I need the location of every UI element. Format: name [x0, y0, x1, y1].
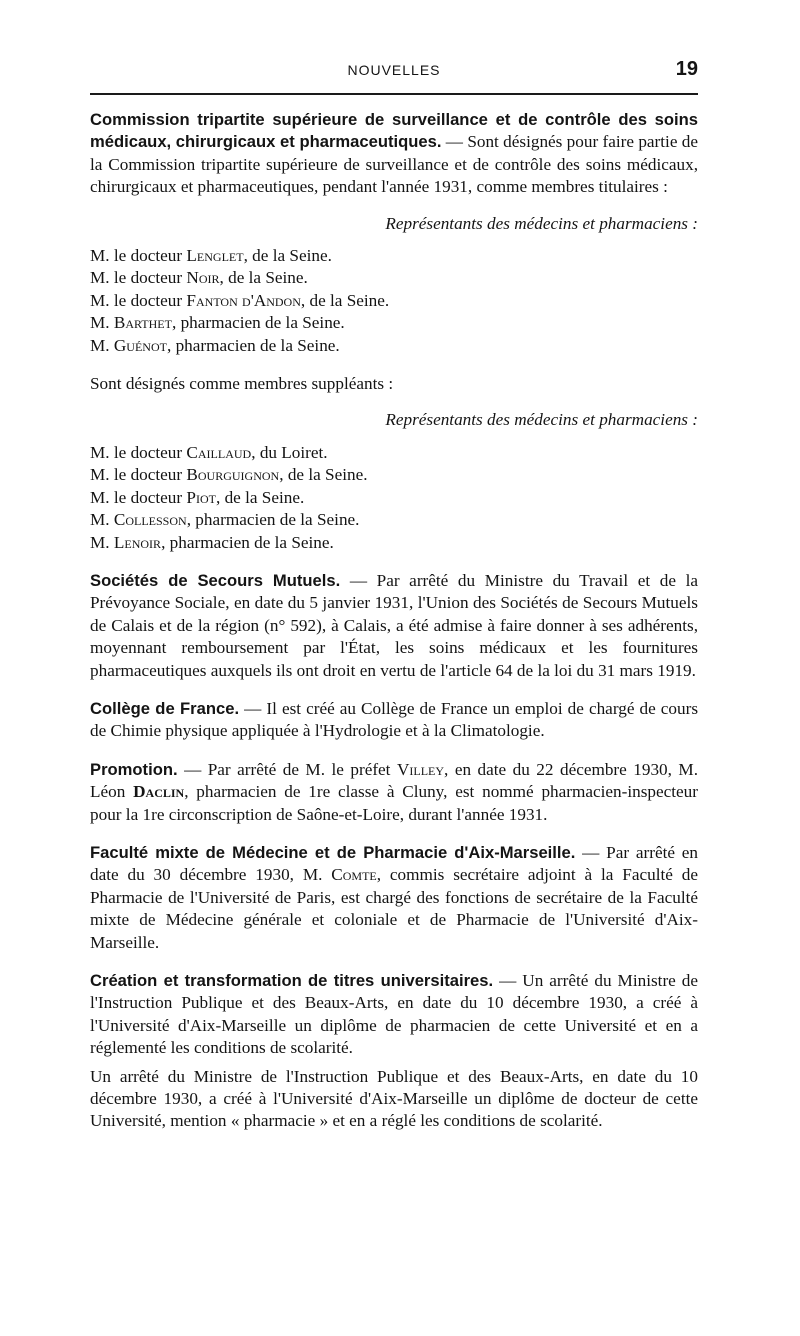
person-name: Comte	[331, 865, 377, 885]
page-header	[90, 58, 698, 82]
page-number: 19	[675, 58, 698, 80]
college-paragraph	[90, 698, 698, 743]
suppleants-intro: Sont désignés comme membres suppléants :	[90, 374, 394, 394]
list-item: M. Collesson, pharmacien de la Seine.	[90, 510, 360, 530]
societes-paragraph	[90, 570, 698, 682]
section-body: — Par arrêté du Ministre du Travail et de la Prévoyance Sociale, en date du 5 janvier 1931, l'Union des Sociétés de Secours Mutuels de Calais et de la région (n° 592), à Calais, a été admise à faire donner à ses adhérents, moyennant remboursement par l'État, les soins médicaux et les fournitures pharmaceutiques auxquels ils ont droit en vertu de l'article 64 de la loi du 31 mars 1919.	[90, 570, 698, 680]
list-item: M. le docteur Bourguignon, de la Seine.	[90, 465, 368, 485]
section-title: Commission tripartite supérieure de surveillance et de contrôle des soins médicaux, chirurgicaux et pharmaceutiques.	[90, 110, 698, 152]
section-body: — Sont désignés pour faire partie de la Commission tripartite supérieure de surveillance et de contrôle des soins médicaux, chirurgicaux et pharmaceutiques, pendant l'année 1931, comme membres titulaires :	[90, 132, 699, 197]
section-title: Création et transformation de titres universitaires.	[90, 971, 494, 990]
list-item: M. Guénot, pharmacien de la Seine.	[90, 335, 340, 355]
person-name: Daclin	[133, 782, 185, 802]
suppleants-heading: Représentants des médecins et pharmaciens :	[385, 410, 698, 430]
section-body: — Il est créé au Collège de France un emploi de chargé de cours de Chimie physique appliquée à l'Hydrologie et à la Climatologie.	[90, 698, 699, 741]
creation-paragraph	[90, 970, 698, 1060]
section-title: Faculté mixte de Médecine et de Pharmacie d'Aix-Marseille.	[90, 842, 576, 862]
list-item: M. le docteur Fanton d'Andon, de la Seine.	[90, 290, 390, 310]
list-item: M. le docteur Piot, de la Seine.	[90, 487, 305, 507]
section-body: — Un arrêté du Ministre de l'Instruction Publique et des Beaux-Arts, en date du 10 décembre 1930, a créé à l'Université d'Aix-Marseille un diplôme de pharmacien de cette Université et en a réglementé les conditions de scolarité.	[90, 971, 699, 1058]
running-title: NOUVELLES	[347, 62, 441, 78]
person-name: Villey	[396, 759, 445, 779]
titulaires-list	[90, 245, 698, 357]
section-title: Promotion.	[90, 759, 178, 779]
list-item: M. le docteur Caillaud, du Loiret.	[90, 442, 328, 462]
section-title: Collège de France.	[90, 698, 240, 718]
list-item: M. le docteur Lenglet, de la Seine.	[90, 246, 332, 266]
list-item: M. Lenoir, pharmacien de la Seine.	[90, 532, 334, 552]
header-rule	[90, 93, 698, 95]
creation-second-paragraph: Un arrêté du Ministre de l'Instruction Publique et des Beaux-Arts, en date du 10 décembre 1930, a créé à l'Université d'Aix-Marseille un diplôme de docteur de cette Université, mention « pharmacie » et en a réglé les conditions de scolarité.	[90, 1066, 698, 1131]
titulaires-heading: Représentants des médecins et pharmaciens :	[385, 213, 698, 233]
suppleants-list	[90, 442, 698, 554]
page-content	[90, 109, 698, 1133]
promotion-paragraph: Promotion. — Par arrêté de M. le préfet Villey, en date du 22 décembre 1930, M. Léon Daclin, pharmacien de 1re classe à Cluny, est nommé pharmacien-inspecteur pour la 1re circonscription de Saône-et-Loire, durant l'année 1931.	[90, 759, 698, 824]
list-item: M. le docteur Noir, de la Seine.	[90, 268, 308, 288]
list-item: M. Barthet, pharmacien de la Seine.	[90, 313, 345, 333]
faculte-paragraph: Faculté mixte de Médecine et de Pharmacie d'Aix-Marseille. — Par arrêté en date du 30 décembre 1930, M. Comte, commis secrétaire adjoint à la Faculté de Pharmacie de l'Université de Paris, est chargé des fonctions de secrétaire de la Faculté mixte de Médecine générale et coloniale et de Pharmacie de l'Université d'Aix-Marseille.	[90, 842, 699, 952]
section-title: Sociétés de Secours Mutuels.	[90, 570, 341, 590]
commission-paragraph	[90, 109, 698, 199]
